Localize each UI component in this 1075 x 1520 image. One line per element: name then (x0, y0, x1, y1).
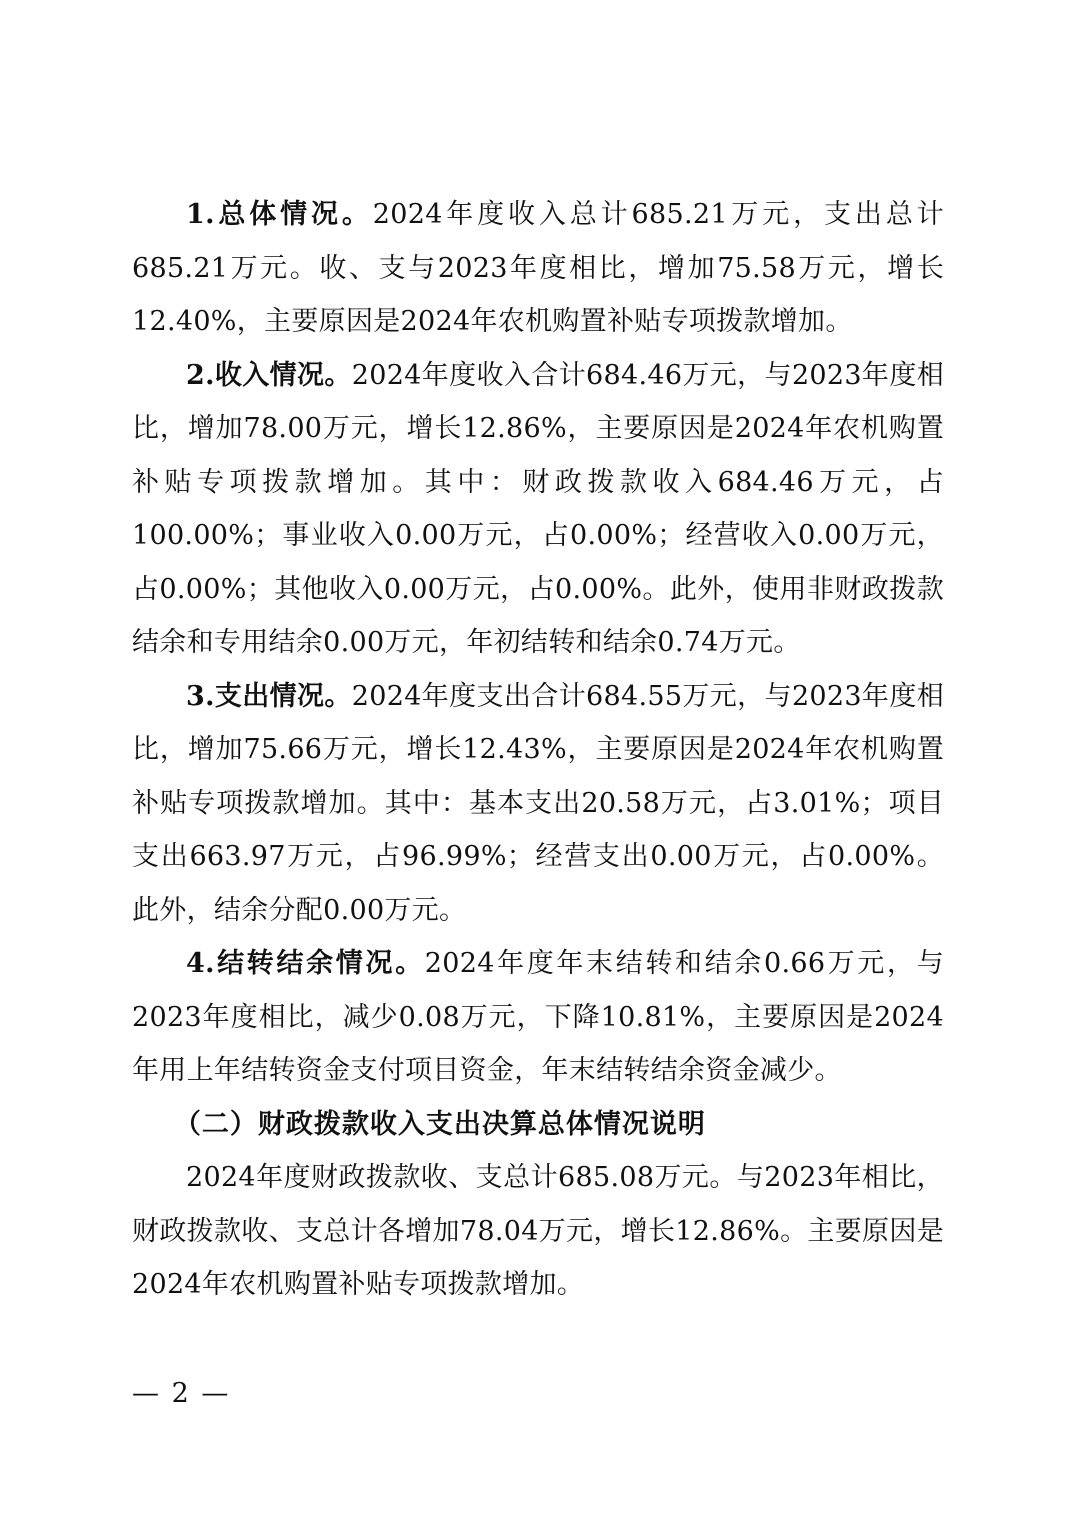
page-number: — 2 — (132, 1378, 231, 1409)
section-expenditure-text: 2024年度支出合计684.55万元，与2023年度相比，增加75.66万元，增长12.43%，主要原因是2024年农机购置补贴专项拨款增加。其中：基本支出20.58万元，占3.01%；项目支出663.97万元，占96.99%；经营支出0.00万元，占0.00%。此外，结余分配0.00万元。 (132, 680, 944, 926)
section-carryover-lead: 4.结转结余情况。 (186, 948, 425, 979)
subheading-fiscal-summary: （二）财政拨款收入支出决算总体情况说明 (173, 1108, 706, 1140)
section-overall (132, 188, 944, 349)
section-overall-lead: 1.总体情况。 (186, 199, 373, 230)
closing-paragraph: 2024年度财政拨款收、支总计685.08万元。与2023年相比，财政拨款收、支总计各增加78.04万元，增长12.86%。主要原因是2024年农机购置补贴专项拨款增加。 (132, 1162, 944, 1300)
section-carryover-text: 2024年度年末结转和结余0.66万元，与2023年度相比，减少0.08万元，下降10.81%，主要原因是2024年用上年结转资金支付项目资金，年末结转结余资金减少。 (132, 948, 944, 1086)
section-income-text: 2024年度收入合计684.46万元，与2023年度相比，增加78.00万元，增长12.86%，主要原因是2024年农机购置补贴专项拨款增加。其中：财政拨款收入684.46万元，占100.00%；事业收入0.00万元，占0.00%；经营收入0.00万元，占0.00%；其他收入0.00万元，占0.00%。此外，使用非财政拨款结余和专用结余0.00万元，年初结转和结余0.74万元。 (132, 359, 944, 658)
section-expenditure-lead: 3.支出情况。 (186, 680, 352, 712)
section-overall-text: 2024年度收入总计685.21万元，支出总计685.21万元。收、支与2023年度相比，增加75.58万元，增长12.40%，主要原因是2024年农机购置补贴专项拨款增加。 (132, 199, 944, 337)
section-carryover (132, 937, 944, 1098)
section-income-lead: 2.收入情况。 (186, 359, 352, 391)
section-income (132, 349, 944, 670)
document-body (132, 188, 944, 1312)
section-expenditure (132, 670, 944, 938)
